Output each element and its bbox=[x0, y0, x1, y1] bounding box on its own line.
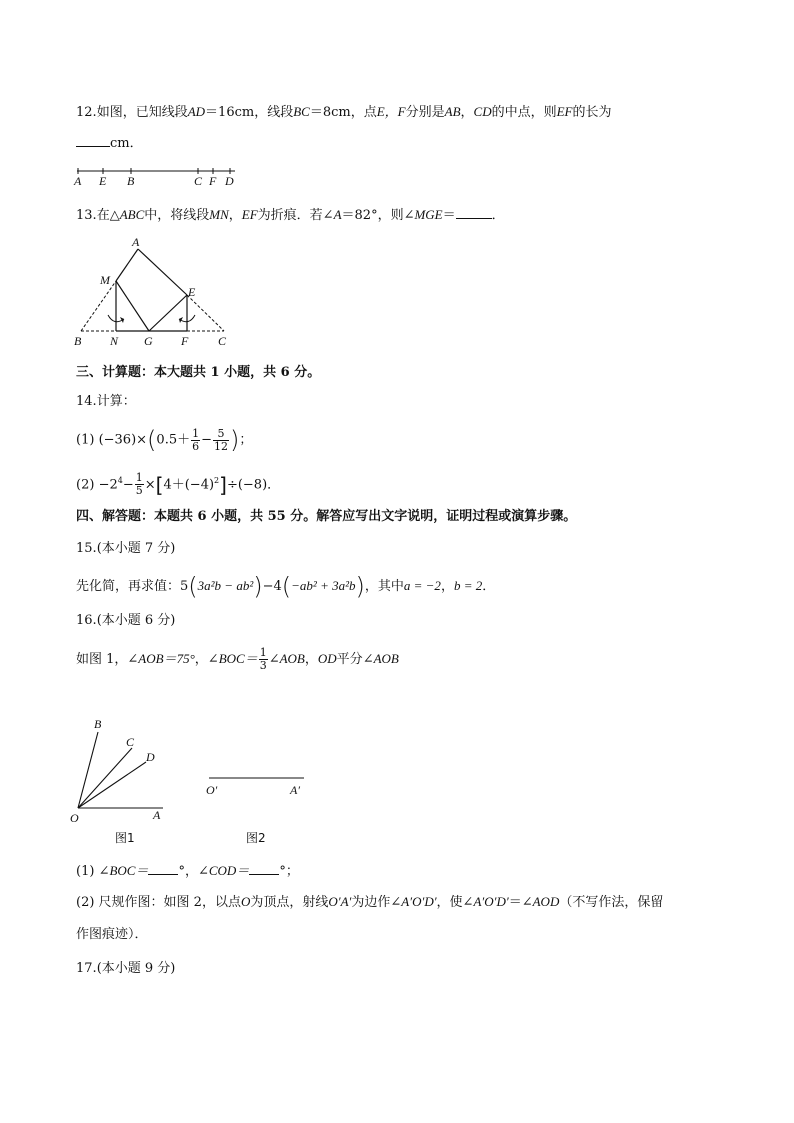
q16-part1: (1) ∠BOC＝ °，∠COD＝ °； bbox=[76, 863, 299, 879]
q16-angle-figures bbox=[66, 714, 326, 850]
q14-title: 14.计算： bbox=[76, 394, 136, 409]
fig1-caption: 图1 bbox=[115, 831, 135, 845]
seg-label-f: F bbox=[209, 174, 217, 188]
section-4-title: 四、解答题：本题共 6 小题，共 55 分。解答应写出文字说明，证明过程或演算步骤。 bbox=[76, 509, 577, 524]
section-3-title: 三、计算题：本大题共 1 小题，共 6 分。 bbox=[76, 365, 321, 380]
q16-part2-line1: (2) 尺规作图：如图 2，以点O为顶点，射线O′A′为边作∠A′O′D′，使∠A′O′D′＝∠AOD（不写作法，保留 bbox=[76, 894, 664, 910]
tri-label-f: F bbox=[181, 334, 189, 348]
seg-label-a: A bbox=[74, 174, 82, 188]
tri-label-a: A bbox=[132, 235, 140, 249]
tri-label-g: G bbox=[144, 334, 153, 348]
q12-segment-figure bbox=[70, 163, 250, 189]
q15-body: 先化简，再求值：5(3a²b − ab²)−4(−ab² + 3a²b)，其中a = −2，b = 2． bbox=[76, 572, 496, 601]
q14-part2: $(2) -2^4-$ $\frac{1}{5}$ $\times[4+(-4)^2]\div(-8)$． bbox=[76, 471, 281, 498]
fig1-label-b: B bbox=[94, 717, 102, 731]
q16-header: 16.(本小题 6 分) bbox=[76, 613, 176, 628]
fraction: $\frac{5}{12}$ bbox=[214, 426, 229, 453]
fig2-label-o: O′ bbox=[206, 783, 218, 797]
seg-label-e: E bbox=[99, 174, 107, 188]
q14-part1: (1) (−36)×(0.5＋ $\frac{1}{6}$ − $\frac{5}{12}$ )； bbox=[76, 426, 253, 454]
seg-label-d: D bbox=[225, 174, 234, 188]
fig1-label-o: O bbox=[70, 811, 79, 825]
tri-label-e: E bbox=[188, 285, 196, 299]
q16-body: 如图 1，∠AOB＝75°，∠BOC＝ $\frac{1}{3}$ ∠AOB，OD平分∠AOB bbox=[76, 646, 399, 672]
fig1-label-d: D bbox=[146, 750, 155, 764]
fig2-caption: 图2 bbox=[246, 831, 266, 845]
seg-label-c: C bbox=[194, 174, 203, 188]
fig1-label-a: A bbox=[153, 808, 161, 822]
q12-line1: 12.如图，已知线段AD＝16cm，线段BC＝8cm，点E，F分别是AB，CD的中点，则EF的长为 bbox=[76, 104, 612, 120]
tri-label-b: B bbox=[74, 334, 82, 348]
q13-line1: 13.在△ABC中，将线段MN，EF为折痕．若∠A＝82°，则∠MGE＝ ． bbox=[76, 207, 505, 223]
fraction: $\frac{1}{5}$ bbox=[135, 471, 143, 498]
q16-part2-line2: 作图痕迹）． bbox=[76, 927, 148, 942]
answer-blank[interactable] bbox=[76, 134, 110, 147]
fraction: $\frac{1}{6}$ bbox=[192, 426, 200, 453]
answer-blank[interactable] bbox=[456, 206, 492, 219]
tri-label-c: C bbox=[218, 334, 227, 348]
q17-header: 17.(本小题 9 分) bbox=[76, 961, 176, 976]
fig1-label-c: C bbox=[126, 735, 135, 749]
seg-label-b: B bbox=[127, 174, 135, 188]
tri-label-n: N bbox=[110, 334, 119, 348]
fraction: $\frac{1}{3}$ bbox=[259, 646, 267, 672]
answer-blank[interactable] bbox=[249, 862, 279, 875]
fig2-label-a: A′ bbox=[290, 783, 300, 797]
answer-blank[interactable] bbox=[148, 862, 178, 875]
q13-triangle-figure bbox=[68, 233, 238, 348]
tri-label-m: M bbox=[100, 273, 110, 287]
q15-header: 15.(本小题 7 分) bbox=[76, 541, 176, 556]
q12-line2: cm． bbox=[76, 134, 143, 153]
